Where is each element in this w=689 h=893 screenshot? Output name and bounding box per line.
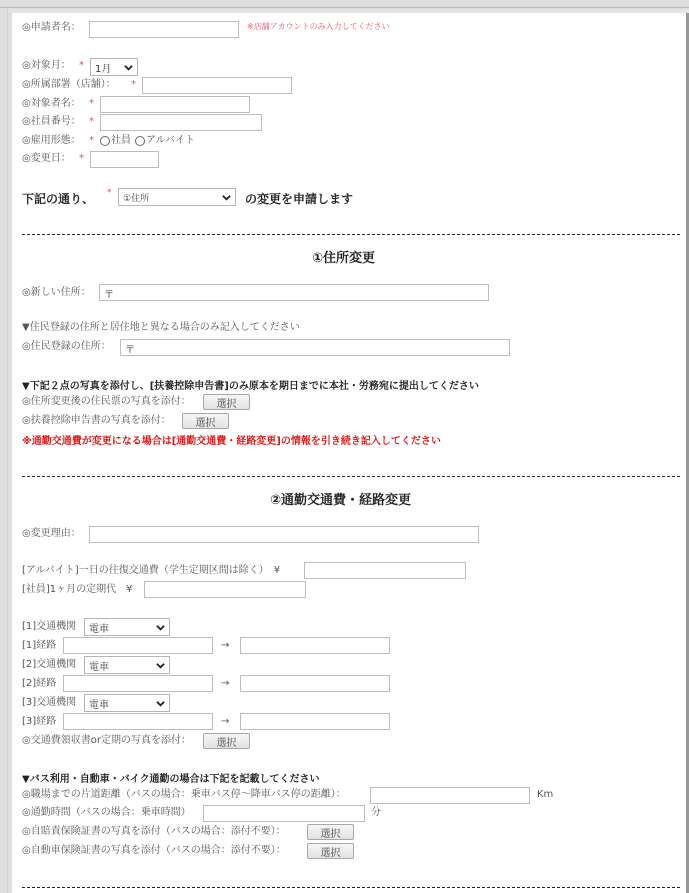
radio-employee[interactable]	[100, 135, 131, 147]
chevron-down-icon	[124, 63, 133, 72]
route-2-label: [2]経路	[22, 678, 57, 689]
required-mark: *	[79, 153, 84, 164]
arrow-right-icon: →	[221, 716, 230, 727]
route-1-label: [1]経路	[22, 640, 57, 651]
required-mark: *	[89, 135, 94, 146]
request-suffix: の変更を申請します	[245, 192, 354, 206]
commute-time-input[interactable]	[203, 805, 365, 822]
applicant-input[interactable]	[89, 21, 239, 38]
attach-residence-label: ◎住所変更後の住民票の写真を添付：	[22, 396, 191, 407]
receipt-label: ◎交通費領収書or定期の写真を添付：	[22, 735, 191, 746]
auto-insurance-button[interactable]: 選択	[307, 843, 354, 859]
transport-2-label: [2]交通機関	[22, 659, 77, 670]
employee-pass-label: [社員]1ヶ月の定期代 ¥	[22, 584, 133, 595]
section-divider	[22, 476, 680, 477]
applicant-label: ◎申請者名：	[22, 22, 81, 33]
required-mark: *	[89, 98, 94, 109]
route-3-label: [3]経路	[22, 716, 57, 727]
transport-1-value: 電車	[89, 623, 109, 635]
new-address-input[interactable]: 〒	[99, 284, 489, 301]
reason-input[interactable]	[89, 526, 479, 543]
new-address-label: ◎新しい住所：	[22, 287, 91, 298]
commute-time-label: ◎通勤時間（バスの場合：乗車時間）	[22, 807, 191, 818]
photo-note: ▼下記２点の写真を添付し、[扶養控除申告書]のみ原本を期日までに本社・労務宛に提出してください	[22, 381, 479, 392]
arrow-right-icon: →	[221, 678, 230, 689]
required-mark: *	[79, 60, 84, 71]
radio-parttime-label: アルバイト	[146, 135, 195, 146]
route-1-to-input[interactable]	[240, 637, 390, 654]
transport-3-select[interactable]	[84, 694, 170, 712]
distance-label: ◎職場までの片道距離（バスの場合：乗車バス停～降車バス停の距離）：	[22, 789, 346, 800]
target-name-input[interactable]	[100, 96, 250, 113]
employment-type-label: ◎雇用形態：	[22, 135, 81, 146]
change-type-value: ①住所	[123, 193, 150, 204]
radio-circle-icon[interactable]	[135, 136, 145, 146]
employee-number-input[interactable]	[100, 114, 262, 131]
route-3-to-input[interactable]	[240, 713, 390, 730]
commute-warning: ※通勤交通費が変更になる場合は[通勤交通費・経路変更]の情報を引き続き記入してください	[22, 436, 441, 447]
liability-insurance-button[interactable]: 選択	[307, 824, 354, 840]
liability-insurance-label: ◎自賠責保険証書の写真を添付（バスの場合：添付不要）：	[22, 826, 286, 837]
receipt-attach-button[interactable]: 選択	[203, 733, 250, 749]
applicant-note: ※店舗アカウントのみ入力してください	[247, 22, 390, 31]
request-prefix: 下記の通り、	[22, 192, 95, 206]
month-value: 1月	[95, 63, 112, 75]
window-top-bar	[0, 0, 689, 8]
registry-note: ▼住民登録の住所と居住地と異なる場合のみ記入してください	[22, 322, 300, 333]
transport-3-value: 電車	[89, 699, 109, 711]
section-title-address: ①住所変更	[312, 251, 376, 266]
chevron-down-icon	[222, 193, 231, 202]
required-mark: *	[131, 79, 136, 90]
parttime-fare-label: [アルバイト]一日の往復交通費（学生定期区間は除く） ¥	[22, 565, 281, 576]
required-mark: *	[107, 188, 112, 198]
parttime-fare-input[interactable]	[304, 562, 466, 579]
employee-number-label: ◎社員番号：	[22, 116, 81, 127]
section-divider	[22, 887, 680, 888]
transport-3-label: [3]交通機関	[22, 697, 77, 708]
route-3-from-input[interactable]	[63, 713, 213, 730]
distance-unit: Km	[537, 789, 554, 800]
employee-pass-input[interactable]	[144, 581, 306, 598]
attach-residence-button[interactable]: 選択	[203, 394, 250, 410]
transport-1-label: [1]交通機関	[22, 621, 77, 632]
department-label: ◎所属部署（店舗）：	[22, 79, 116, 90]
left-rail	[0, 9, 8, 893]
radio-parttime[interactable]	[135, 135, 195, 147]
attach-dependent-label: ◎扶養控除申告書の写真を添付：	[22, 415, 171, 426]
commute-time-unit: 分	[371, 807, 381, 818]
auto-insurance-label: ◎自動車保険証書の写真を添付（バスの場合：添付不要）：	[22, 845, 286, 856]
reason-label: ◎変更理由：	[22, 528, 81, 539]
route-2-from-input[interactable]	[63, 675, 213, 692]
department-input[interactable]	[142, 77, 292, 94]
registry-address-label: ◎住民登録の住所：	[22, 341, 111, 352]
section-title-commute: ②通勤交通費・経路変更	[270, 493, 412, 508]
distance-input[interactable]	[370, 787, 530, 804]
chevron-down-icon	[156, 699, 165, 708]
transport-2-select[interactable]	[84, 656, 170, 674]
registry-address-input[interactable]: 〒	[120, 339, 510, 356]
route-1-from-input[interactable]	[63, 637, 213, 654]
arrow-right-icon: →	[221, 640, 230, 651]
transport-2-value: 電車	[89, 661, 109, 673]
month-label: ◎対象月：	[22, 60, 71, 71]
transport-1-select[interactable]	[84, 618, 170, 636]
radio-employee-label: 社員	[111, 135, 131, 146]
change-date-label: ◎変更日：	[22, 153, 71, 164]
section-divider	[22, 234, 680, 235]
chevron-down-icon	[156, 661, 165, 670]
target-name-label: ◎対象者名：	[22, 98, 81, 109]
attach-dependent-button[interactable]: 選択	[182, 413, 229, 429]
vehicle-note: ▼バス利用・自動車・バイク通勤の場合は下記を記載してください	[22, 774, 320, 785]
radio-circle-icon[interactable]	[100, 136, 110, 146]
chevron-down-icon	[156, 623, 165, 632]
month-select[interactable]	[90, 58, 138, 76]
route-2-to-input[interactable]	[240, 675, 390, 692]
required-mark: *	[89, 116, 94, 127]
change-date-input[interactable]	[90, 151, 159, 168]
change-type-select[interactable]	[118, 188, 236, 206]
